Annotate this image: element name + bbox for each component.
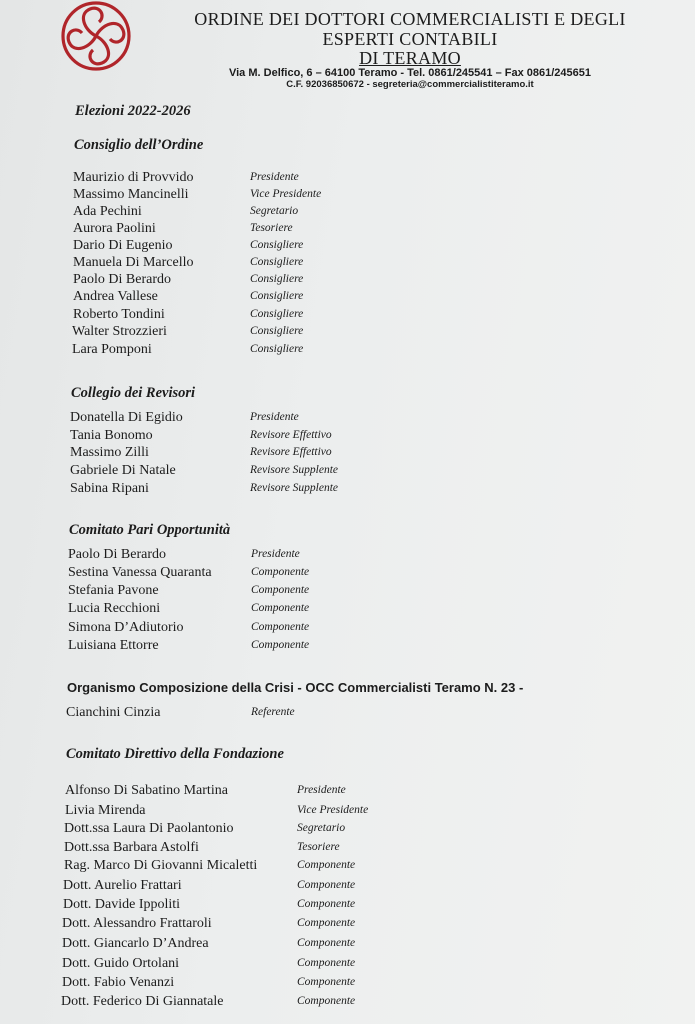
member-name: Dott. Aurelio Frattari — [63, 878, 182, 893]
member-name: Gabriele Di Natale — [70, 463, 176, 478]
member-name: Simona D’Adiutorio — [68, 620, 184, 635]
member-name: Andrea Vallese — [73, 289, 158, 304]
order-logo-icon — [56, 0, 136, 72]
member-name: Sabina Ripani — [70, 481, 149, 496]
member-role: Consigliere — [250, 256, 304, 268]
section-heading-pari-opportunita: Comitato Pari Opportunità — [69, 522, 231, 538]
member-name: Dott. Federico Di Giannatale — [61, 994, 224, 1009]
member-name: Dott. Guido Ortolani — [62, 956, 180, 971]
member-role: Segretario — [297, 822, 346, 834]
member-role: Consigliere — [250, 325, 304, 337]
header-address: Via M. Delfico, 6 – 64100 Teramo - Tel. 0861/245541 – Fax 0861/245651 — [228, 67, 591, 79]
member-name: Cianchini Cinzia — [66, 705, 161, 720]
member-name: Dott.ssa Laura Di Paolantonio — [64, 821, 234, 836]
member-role: Componente — [251, 584, 310, 596]
member-role: Presidente — [250, 411, 299, 423]
member-role: Presidente — [297, 784, 346, 796]
header-fiscal-code-email: C.F. 92036850672 - segreteria@commercialistiteramo.it — [286, 79, 534, 90]
section-heading-occ: Organismo Composizione della Crisi - OCC Commercialisti Teramo N. 23 - — [67, 680, 524, 695]
member-role: Componente — [297, 879, 356, 891]
member-role: Segretario — [250, 205, 299, 217]
member-role: Vice Presidente — [250, 188, 322, 200]
member-name: Walter Strozzieri — [72, 324, 167, 339]
member-role: Componente — [251, 566, 310, 578]
member-name: Dott. Giancarlo D’Andrea — [62, 936, 209, 951]
member-name: Dott. Davide Ippoliti — [63, 897, 181, 912]
member-role: Componente — [297, 957, 356, 969]
member-name: Aurora Paolini — [73, 221, 156, 236]
member-name: Dott.ssa Barbara Astolfi — [64, 840, 199, 855]
member-role: Revisore Effettivo — [250, 429, 332, 441]
member-name: Sestina Vanessa Quaranta — [68, 565, 212, 580]
section-heading-fondazione: Comitato Direttivo della Fondazione — [66, 746, 284, 762]
member-role: Componente — [297, 976, 356, 988]
member-role: Revisore Effettivo — [250, 446, 332, 458]
member-role: Revisore Supplente — [250, 464, 339, 476]
member-role: Revisore Supplente — [250, 482, 339, 494]
member-name: Donatella Di Egidio — [70, 410, 183, 425]
member-role: Consigliere — [250, 343, 304, 355]
member-role: Presidente — [250, 171, 299, 183]
member-name: Roberto Tondini — [73, 307, 165, 322]
section-heading-consiglio: Consiglio dell’Ordine — [74, 137, 204, 153]
header-title-line-1: ORDINE DEI DOTTORI COMMERCIALISTI E DEGLI — [194, 9, 626, 29]
member-role: Tesoriere — [250, 222, 293, 234]
member-role: Componente — [297, 995, 356, 1007]
member-role: Consigliere — [250, 290, 304, 302]
member-name: Massimo Zilli — [70, 445, 149, 460]
header-title-line-2: ESPERTI CONTABILI — [322, 29, 498, 49]
member-name: Massimo Mancinelli — [73, 187, 189, 202]
member-name: Dott. Alessandro Frattaroli — [62, 916, 212, 931]
member-role: Presidente — [251, 548, 300, 560]
member-role: Componente — [297, 937, 356, 949]
member-role: Tesoriere — [297, 841, 340, 853]
member-name: Tania Bonomo — [70, 428, 153, 443]
member-role: Componente — [297, 898, 356, 910]
member-name: Stefania Pavone — [68, 583, 159, 598]
member-role: Referente — [251, 706, 295, 718]
member-name: Manuela Di Marcello — [73, 255, 194, 270]
member-role: Consigliere — [250, 273, 304, 285]
member-role: Componente — [297, 917, 356, 929]
member-name: Dott. Fabio Venanzi — [62, 975, 175, 990]
section-heading-revisori: Collegio dei Revisori — [71, 385, 196, 401]
member-role: Consigliere — [250, 239, 304, 251]
member-name: Livia Mirenda — [65, 803, 146, 818]
member-name: Luisiana Ettorre — [68, 638, 159, 653]
member-role: Componente — [251, 621, 310, 633]
header-title-line-3: DI TERAMO — [359, 48, 461, 68]
member-name: Dario Di Eugenio — [73, 238, 173, 253]
member-name: Lara Pomponi — [72, 342, 152, 357]
member-name: Ada Pechini — [73, 204, 142, 219]
elections-title: Elezioni 2022-2026 — [75, 103, 191, 119]
member-role: Vice Presidente — [297, 804, 369, 816]
member-name: Paolo Di Berardo — [68, 547, 166, 562]
member-name: Lucia Recchioni — [68, 601, 161, 616]
member-role: Componente — [251, 602, 310, 614]
member-name: Paolo Di Berardo — [73, 272, 171, 287]
member-role: Consigliere — [250, 308, 304, 320]
member-role: Componente — [251, 639, 310, 651]
member-name: Rag. Marco Di Giovanni Micaletti — [64, 858, 258, 873]
member-name: Maurizio di Provvido — [73, 170, 194, 185]
member-role: Componente — [297, 859, 356, 871]
member-name: Alfonso Di Sabatino Martina — [65, 783, 228, 798]
